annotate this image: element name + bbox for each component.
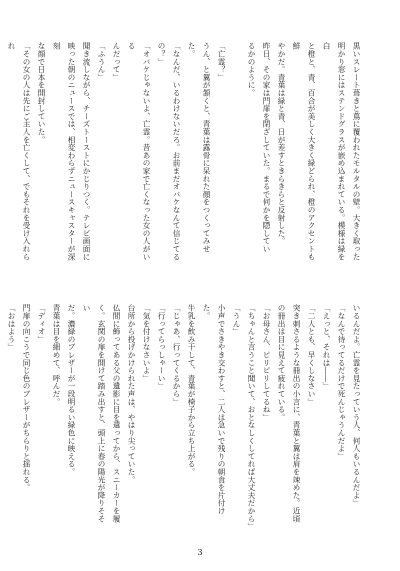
text-line: 明かり窓にはステンドグラスが嵌め込まれている。模様は緑を白: [322, 42, 346, 261]
text-line: 仏間に飾ってある父の遺影に目を遣ってから、スニーカーを履: [112, 304, 121, 523]
text-line: 「お母さん、ピリピリしてるね」: [262, 304, 271, 421]
text-line: 「えっと、それは――」: [322, 304, 331, 390]
text-line: だ。濃緑のブレザーが一段明るい緑色に映える。: [67, 304, 76, 476]
text-line: 「なんだ、いるわけないだろ。お前まだオバケなんて信じてる: [172, 42, 181, 261]
text-line: やかだ。青葉は緑と青、日が差すときらきらと反射した。: [277, 42, 286, 245]
text-line: 台所から投げかけられた声は、やはり尖っていた。: [127, 304, 136, 484]
text-line: の？」: [157, 42, 166, 66]
text-line: いるんだよ。亡霊を見たっていう人、何人もいるんだよ」: [352, 304, 361, 507]
text-line: 小声でさきやき交わすと、二人は急いで残りの朝食を片付けた。: [202, 304, 226, 515]
text-line: 「ふうん」: [97, 42, 106, 81]
text-line: 門扉の向こうで同じ色のブレザーがちらりと揺れる。: [22, 304, 31, 492]
text-line: 聞き流しながら、チーズトーストにかじりつく。テレビ画面に: [82, 42, 91, 261]
text-line: [0, 304, 4, 530]
text-line: 青葉は目を細めて、呼んだ。: [52, 304, 61, 406]
text-line: [229, 42, 244, 268]
text-line: 黒いスレート葺きと蔦に覆われたモルタルの壁。大きく取った: [352, 42, 361, 261]
text-line: の冊出は目に見えて疲れている。: [277, 304, 286, 421]
text-line: 映った朝のニュースでは、相変わらずニュースキャスターが深刻: [52, 42, 76, 261]
text-line: [0, 42, 4, 268]
text-line: 「なんで待ってるだけで死んじゃうんだよ」: [337, 304, 346, 460]
text-line: 「じゃあ、行ってくるから」: [172, 304, 181, 406]
page-number: 3: [197, 548, 203, 557]
top-text-block: [7, 42, 364, 268]
text-line: るかのように。: [247, 42, 256, 97]
text-line: 「オバケじゃないよ、亡霊。昔あの家で亡くなった女の人がいる: [127, 42, 151, 261]
text-line: 「亡霊？」: [217, 42, 226, 81]
text-line: く。玄関の扉を開けて踏み出すと、頭上に春の陽光が降りそそい: [82, 304, 106, 523]
text-line: 「おはよう」: [7, 304, 16, 351]
bottom-text-block: [7, 304, 364, 531]
text-line: 「行ってらっしゃーい」: [157, 304, 166, 390]
text-line: 「うん」: [232, 304, 241, 336]
text-line: と橙と、青、百合が美しく大きく緑どられ、橙のアクセントも鮮: [292, 42, 316, 261]
text-line: な顔で日本を開封していた。: [37, 42, 46, 144]
text-line: 「気を付けなさいよ」: [142, 304, 151, 382]
text-line: 「ディオ」: [37, 304, 46, 343]
text-line: 牛乳を飲み干して、青葉が椅子から立ち上がる。: [187, 304, 196, 476]
text-line: うん、と翼が頷くと、青葉は露骨に呆れた顔をつくってみせた。: [187, 42, 211, 253]
text-line: 「二人とも、早くしなさい」: [307, 304, 316, 406]
text-line: 突き刺さるような冊出の小言に、青葉と翼は肩を竦めた。近頃: [292, 304, 301, 523]
text-line: 昨日、その家は門扉を閉ざしていた。まるで何かを隠してい: [262, 42, 271, 253]
text-line: んだって」: [112, 42, 121, 81]
text-line: 「その女の人は先にご主人を亡くして、でもそれを受け入れられ: [7, 42, 31, 261]
text-line: 「ちゃんと言うこと聞いて、おとなしくしてれば大丈夫だから」: [247, 304, 256, 531]
